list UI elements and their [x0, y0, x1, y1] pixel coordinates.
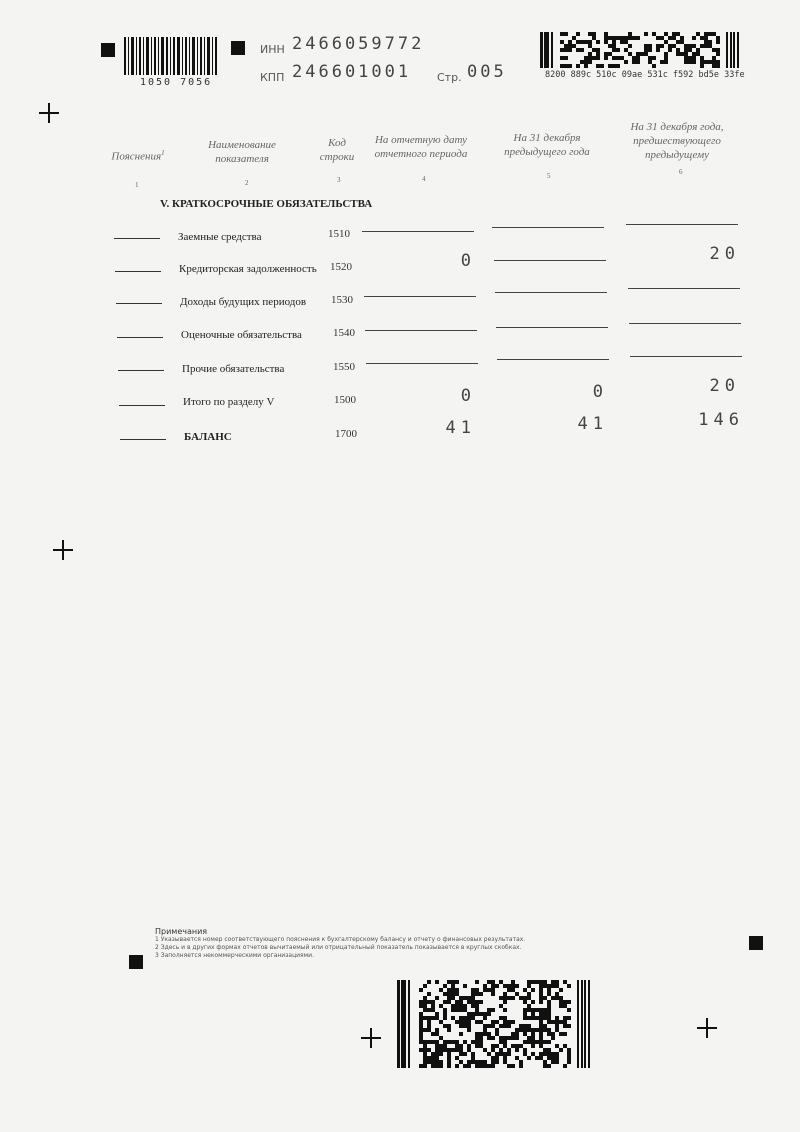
column-number-5: 5	[547, 172, 551, 180]
row-1500-col5-value: 0	[592, 382, 608, 402]
row-1510-col5-line	[492, 227, 604, 228]
row-1520-code: 1520	[330, 261, 352, 273]
row-1700-col5-value: 41	[577, 414, 608, 434]
crosshair-mark-4	[697, 1018, 717, 1038]
datamatrix-top-graphic	[540, 32, 740, 68]
row-1500-code: 1500	[334, 394, 356, 406]
column-header-indicator: Наименование показателя	[208, 139, 276, 165]
row-1520-col4-value: 0	[460, 251, 476, 271]
row-1520-note-line	[115, 271, 161, 272]
row-1510-name: Заемные средства	[178, 231, 262, 243]
row-1510-code: 1510	[328, 228, 350, 240]
notes-block	[155, 928, 575, 960]
row-1550-name: Прочие обязательства	[182, 363, 285, 375]
page-value: 005	[467, 62, 507, 82]
column-header-notes-text: Пояснения	[111, 150, 162, 163]
row-1500-name: Итого по разделу V	[183, 396, 275, 408]
row-1550-note-line	[118, 370, 164, 371]
row-1510-col6-line	[626, 224, 738, 225]
row-1700-code: 1700	[335, 428, 357, 440]
row-1530-code: 1530	[331, 294, 353, 306]
row-1520-col6-value: 20	[709, 244, 740, 264]
row-1550-col4-line	[366, 363, 478, 364]
barcode-left-number: 1050 7056	[140, 77, 213, 88]
registration-square-bottom-left	[129, 955, 143, 969]
row-1700-col6-value: 146	[698, 410, 744, 430]
row-1520-col5-line	[494, 260, 606, 261]
row-1530-col4-line	[364, 296, 476, 297]
row-1700-note-line	[120, 439, 166, 440]
column-number-6: 6	[679, 168, 683, 176]
row-1550-code: 1550	[333, 361, 355, 373]
registration-square-top-mid	[231, 41, 245, 55]
column-number-4: 4	[422, 175, 426, 183]
row-1510-col4-line	[362, 231, 474, 232]
barcode-top-left	[124, 37, 218, 77]
kpp-label: КПП	[260, 71, 285, 84]
row-1700-name: БАЛАНС	[184, 431, 232, 443]
row-1550-col5-line	[497, 359, 609, 360]
row-1540-col4-line	[365, 330, 477, 331]
column-header-prev-year: На 31 декабря предыдущего года	[504, 132, 590, 158]
notes-line-3: 3 Заполняется некоммерческими организациями.	[155, 952, 314, 959]
row-1500-col4-value: 0	[460, 386, 476, 406]
row-1550-col6-line	[630, 356, 742, 357]
barcode-right-text: 8200 889c 510c 09ae 531c f592 bd5e 33fe	[545, 70, 745, 80]
row-1510-note-line	[114, 238, 160, 239]
row-1540-name: Оценочные обязательства	[181, 329, 302, 341]
column-number-3: 3	[337, 176, 341, 184]
page-label: Стр.	[437, 71, 462, 84]
column-header-current: На отчетную дату отчетного периода	[374, 134, 468, 160]
column-header-notes-sup: 1	[161, 149, 165, 157]
notes-title: Примечания	[155, 927, 208, 936]
registration-square-bottom-right	[749, 936, 763, 950]
inn-value: 2466059772	[292, 34, 425, 54]
crosshair-mark-1	[39, 103, 59, 123]
row-1540-col6-line	[629, 323, 741, 324]
row-1530-col5-line	[495, 292, 607, 293]
row-1500-note-line	[119, 405, 165, 406]
datamatrix-barcode-top-right	[540, 32, 740, 68]
datamatrix-barcode-bottom	[397, 980, 591, 1068]
row-1500-col6-value: 20	[709, 376, 740, 396]
registration-square-top-left	[101, 43, 115, 57]
row-1540-col5-line	[496, 327, 608, 328]
section-title: V. КРАТКОСРОЧНЫЕ ОБЯЗАТЕЛЬСТВА	[160, 198, 373, 210]
column-header-pre-prev-year: На 31 декабря года, предшествующего предыдущему	[630, 121, 724, 161]
notes-line-1: 1 Указывается номер соответствующего пояснения к бухгалтерскому балансу и отчету о финансовых результатах.	[155, 936, 526, 943]
column-header-notes	[106, 146, 170, 164]
row-1540-note-line	[117, 337, 163, 338]
notes-line-2: 2 Здесь и в других формах отчетов вычитаемый или отрицательный показатель показывается в круглых скобках.	[155, 944, 522, 951]
column-header-code: Код строки	[319, 137, 355, 163]
datamatrix-bottom-graphic	[397, 980, 591, 1068]
barcode-top-left-bars	[124, 37, 218, 75]
crosshair-mark-2	[53, 540, 73, 560]
column-number-2: 2	[245, 179, 249, 187]
row-1530-note-line	[116, 303, 162, 304]
row-1530-name: Доходы будущих периодов	[180, 296, 307, 308]
row-1540-code: 1540	[333, 327, 355, 339]
inn-label: ИНН	[260, 43, 285, 56]
kpp-value: 246601001	[292, 62, 412, 82]
row-1530-col6-line	[628, 288, 740, 289]
row-1700-col4-value: 41	[445, 418, 476, 438]
row-1520-name: Кредиторская задолженность	[179, 263, 317, 275]
column-number-1: 1	[135, 181, 139, 189]
crosshair-mark-3	[361, 1028, 381, 1048]
